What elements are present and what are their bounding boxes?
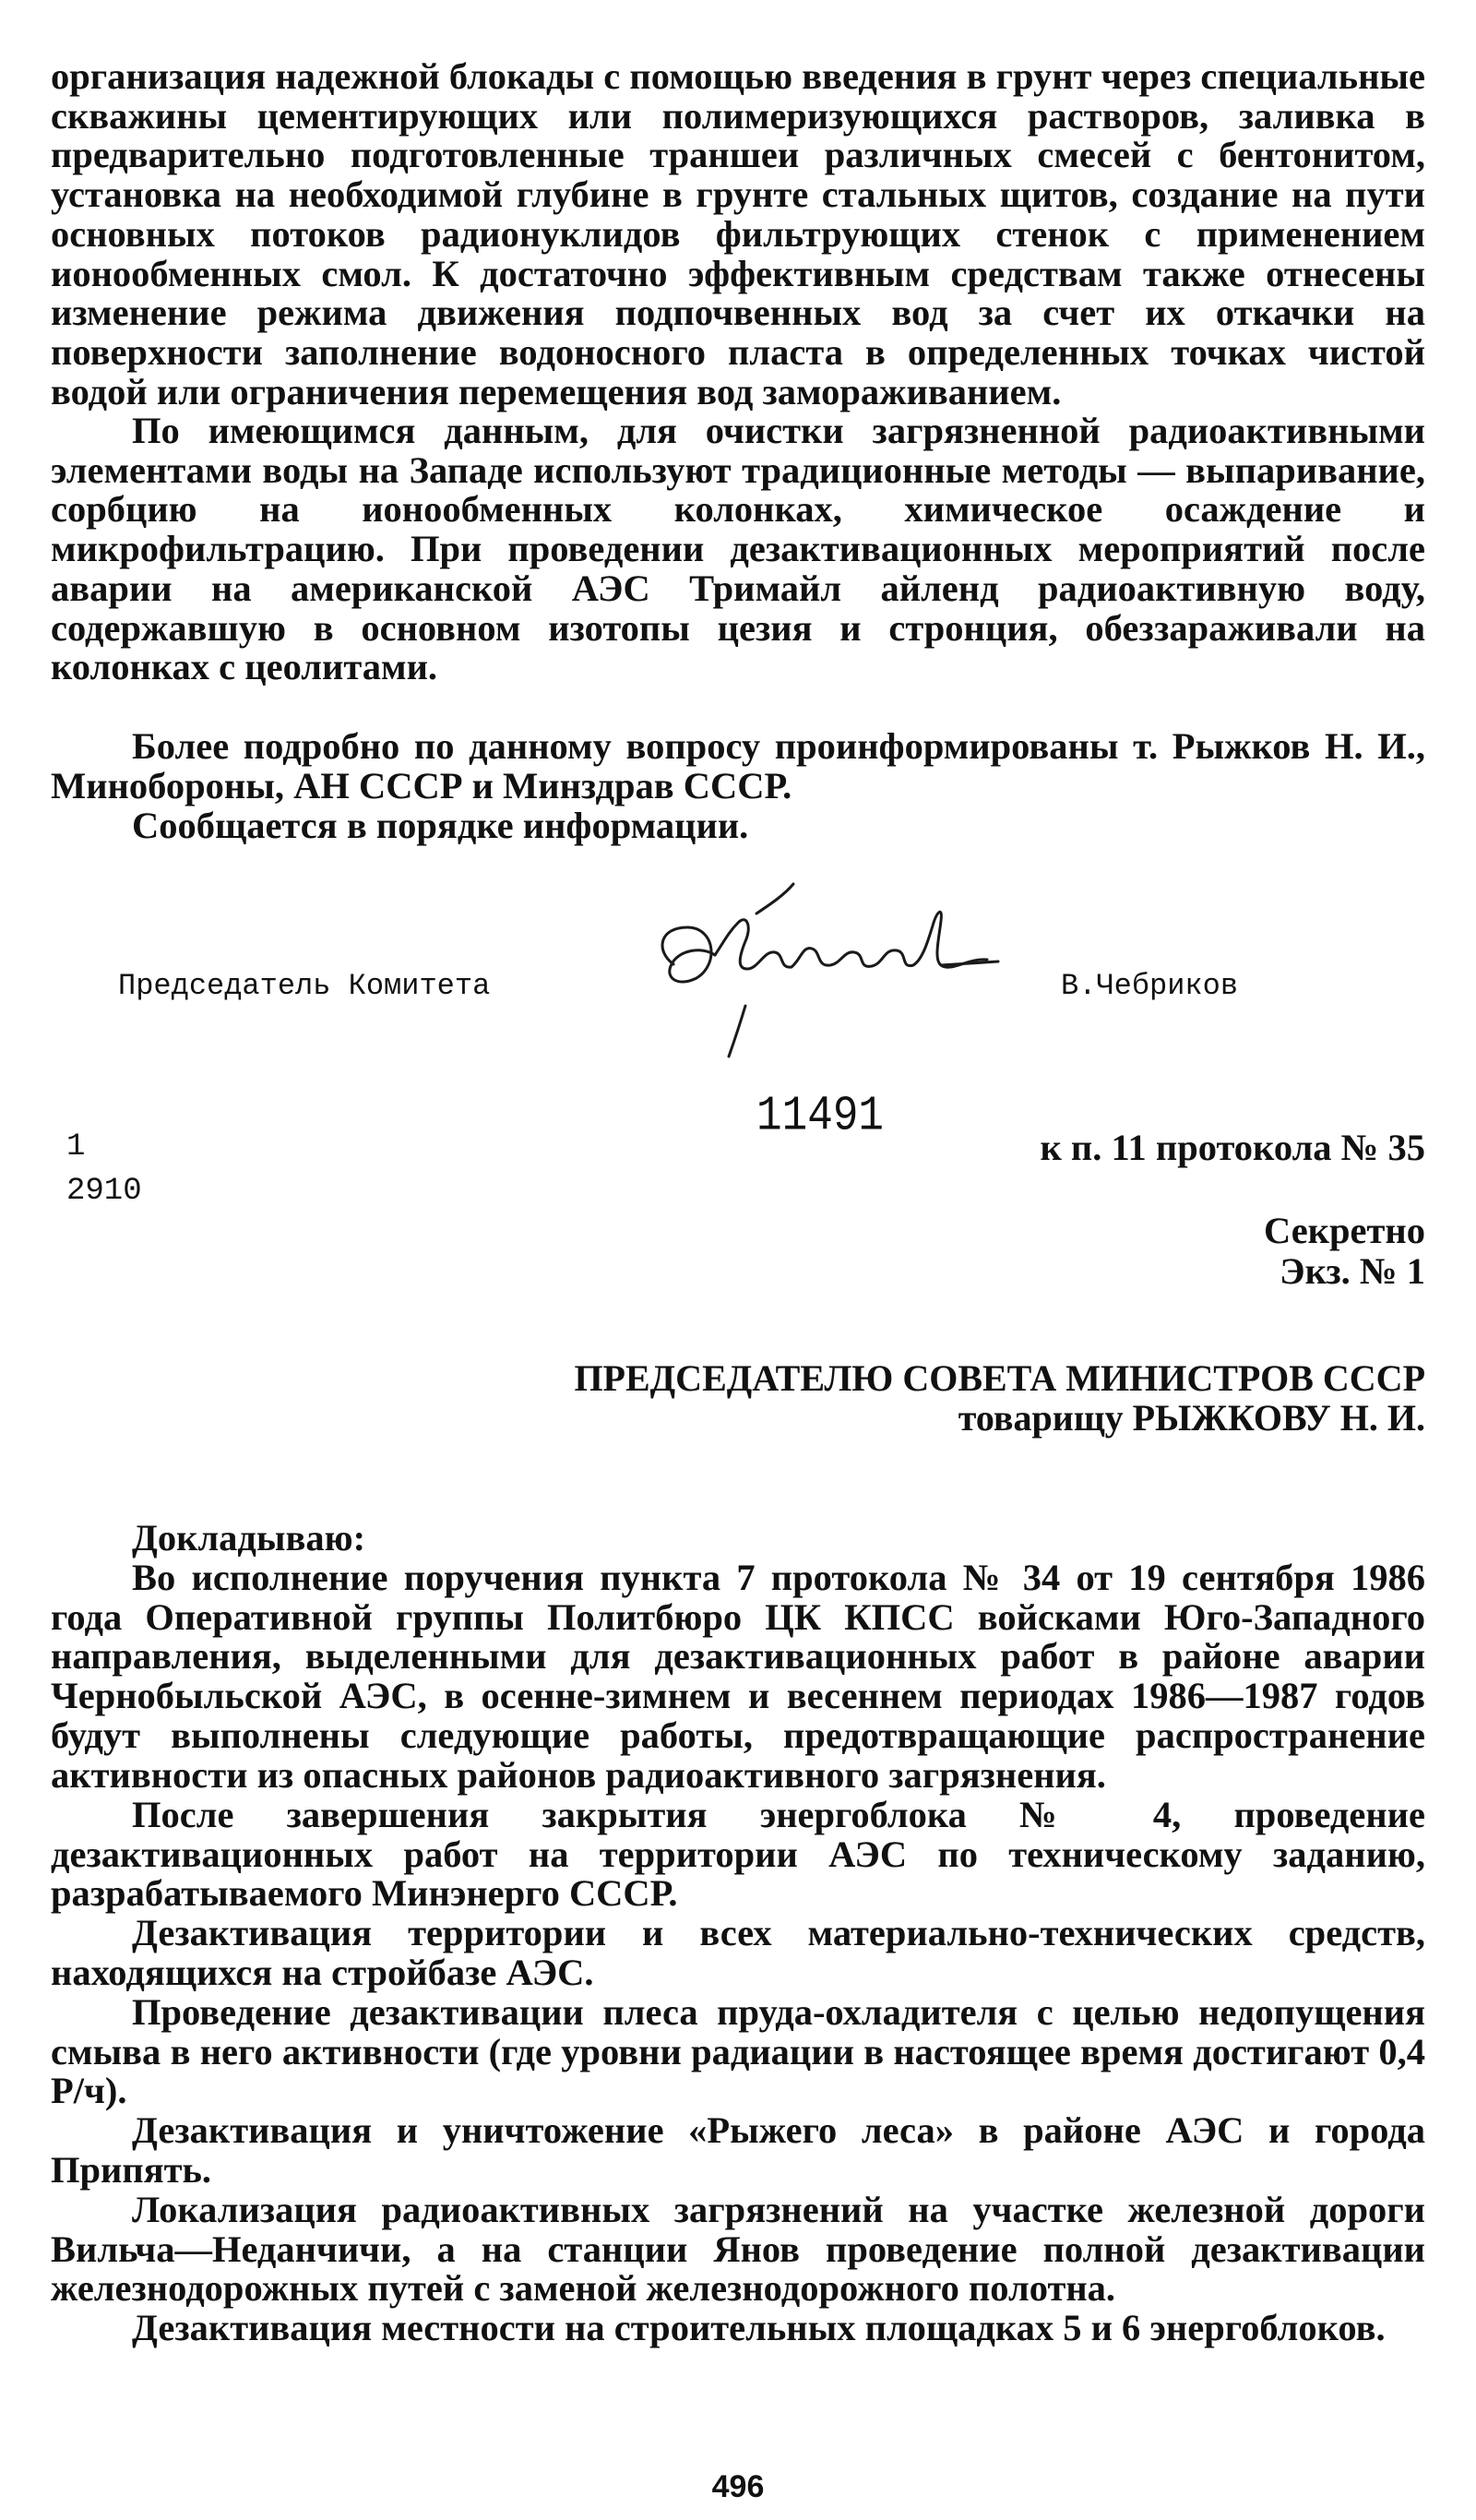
report-paragraph: Локализация радиоактивных загрязнений на участке железной дороги Вильча—Неданчичи, а на станции Янов проведение полной дезактивации железнодорожных путей с заменой железнодорожного полотна.	[51, 2189, 1425, 2310]
protocol-reference: к п. 11 протокола № 35	[1040, 1127, 1425, 1168]
intro-paragraph-1: организация надежной блокады с помощью введения в грунт через специальные скважины цементирующих или полимеризующихся растворов, заливка в предварительно подготовленные траншеи различных смесей с бентонитом, установка на необходимой глубине в грунте стальных щитов, создание на пути основных потоков радионуклидов фильтрующих стенок с применением ионообменных смол. К достаточно эффективным средствам также отнесены изменение режима движения подпочвенных вод за счет их откачки на поверхности заполнение водоносного пласта в определенных точках чистой водой или ограничения перемещения вод замораживанием.	[51, 55, 1425, 412]
report-paragraph: Дезактивация территории и всех материально-технических средств, находящихся на стройбазе АЭС.	[51, 1912, 1425, 1993]
page-number: 496	[711, 2469, 765, 2504]
report-paragraph: Дезактивация местности на строительных площадках 5 и 6 энергоблоков.	[132, 2307, 1386, 2348]
intro-paragraph-2: По имеющимся данным, для очистки загрязненной радиоактивными элементами воды на Западе используют традиционные методы — выпаривание, сорбцию на ионообменных колонках, химическое осаждение и микрофильтрацию. При проведении дезактивационных мероприятий после аварии на американской АЭС Тримайл айленд радиоактивную воду, содержавшую в основном изотопы цезия и стронция, обеззараживали на колонках с цеолитами.	[51, 410, 1425, 688]
signatory-name: В.Чебриков	[1061, 969, 1239, 1003]
intro-paragraph-3: Более подробно по данному вопросу проинформированы т. Рыжков Н. И., Минобороны, АН СССР и Минздрав СССР.	[51, 725, 1425, 806]
registration-number: 11491	[756, 1089, 885, 1144]
report-paragraph: Во исполнение поручения пункта 7 протокола № 34 от 19 сентября 1986 года Оперативной группы Политбюро ЦК КПСС войсками Юго-Западного направления, выделенными для дезактивационных работ в районе аварии Чернобыльской АЭС, в осенне-зимнем и весеннем периодах 1986—1987 годов будут выполнены следующие работы, предотвращающие распространение активности из опасных районов радиоактивного загрязнения.	[51, 1557, 1425, 1796]
report-paragraph: После завершения закрытия энергоблока № 4, проведение дезактивационных работ на территории АЭС по техническому заданию, разрабатываемого Минэнерго СССР.	[51, 1794, 1425, 1915]
report-paragraph: Проведение дезактивации плеса пруда-охладителя с целью недопущения смыва в него активности (где уровни радиации в настоящее время достигают 0,4 Р/ч).	[51, 1991, 1425, 2112]
margin-number-2: 2910	[66, 1174, 142, 1209]
margin-number-1: 1	[66, 1129, 86, 1164]
copy-number: Экз. № 1	[1280, 1250, 1425, 1292]
classification-label: Секретно	[1263, 1210, 1425, 1251]
report-opening: Докладываю:	[132, 1517, 366, 1559]
handwritten-signature-image	[637, 877, 1024, 1061]
report-paragraph: Дезактивация и уничтожение «Рыжего леса» в районе АЭС и города Припять.	[51, 2109, 1425, 2191]
signature-title: Председатель Комитета	[118, 969, 491, 1003]
addressee-line-2: товарищу РЫЖКОВУ Н. И.	[958, 1397, 1425, 1439]
intro-paragraph-4: Сообщается в порядке информации.	[132, 805, 749, 846]
addressee-line-1: ПРЕДСЕДАТЕЛЮ СОВЕТА МИНИСТРОВ СССР	[574, 1357, 1425, 1399]
